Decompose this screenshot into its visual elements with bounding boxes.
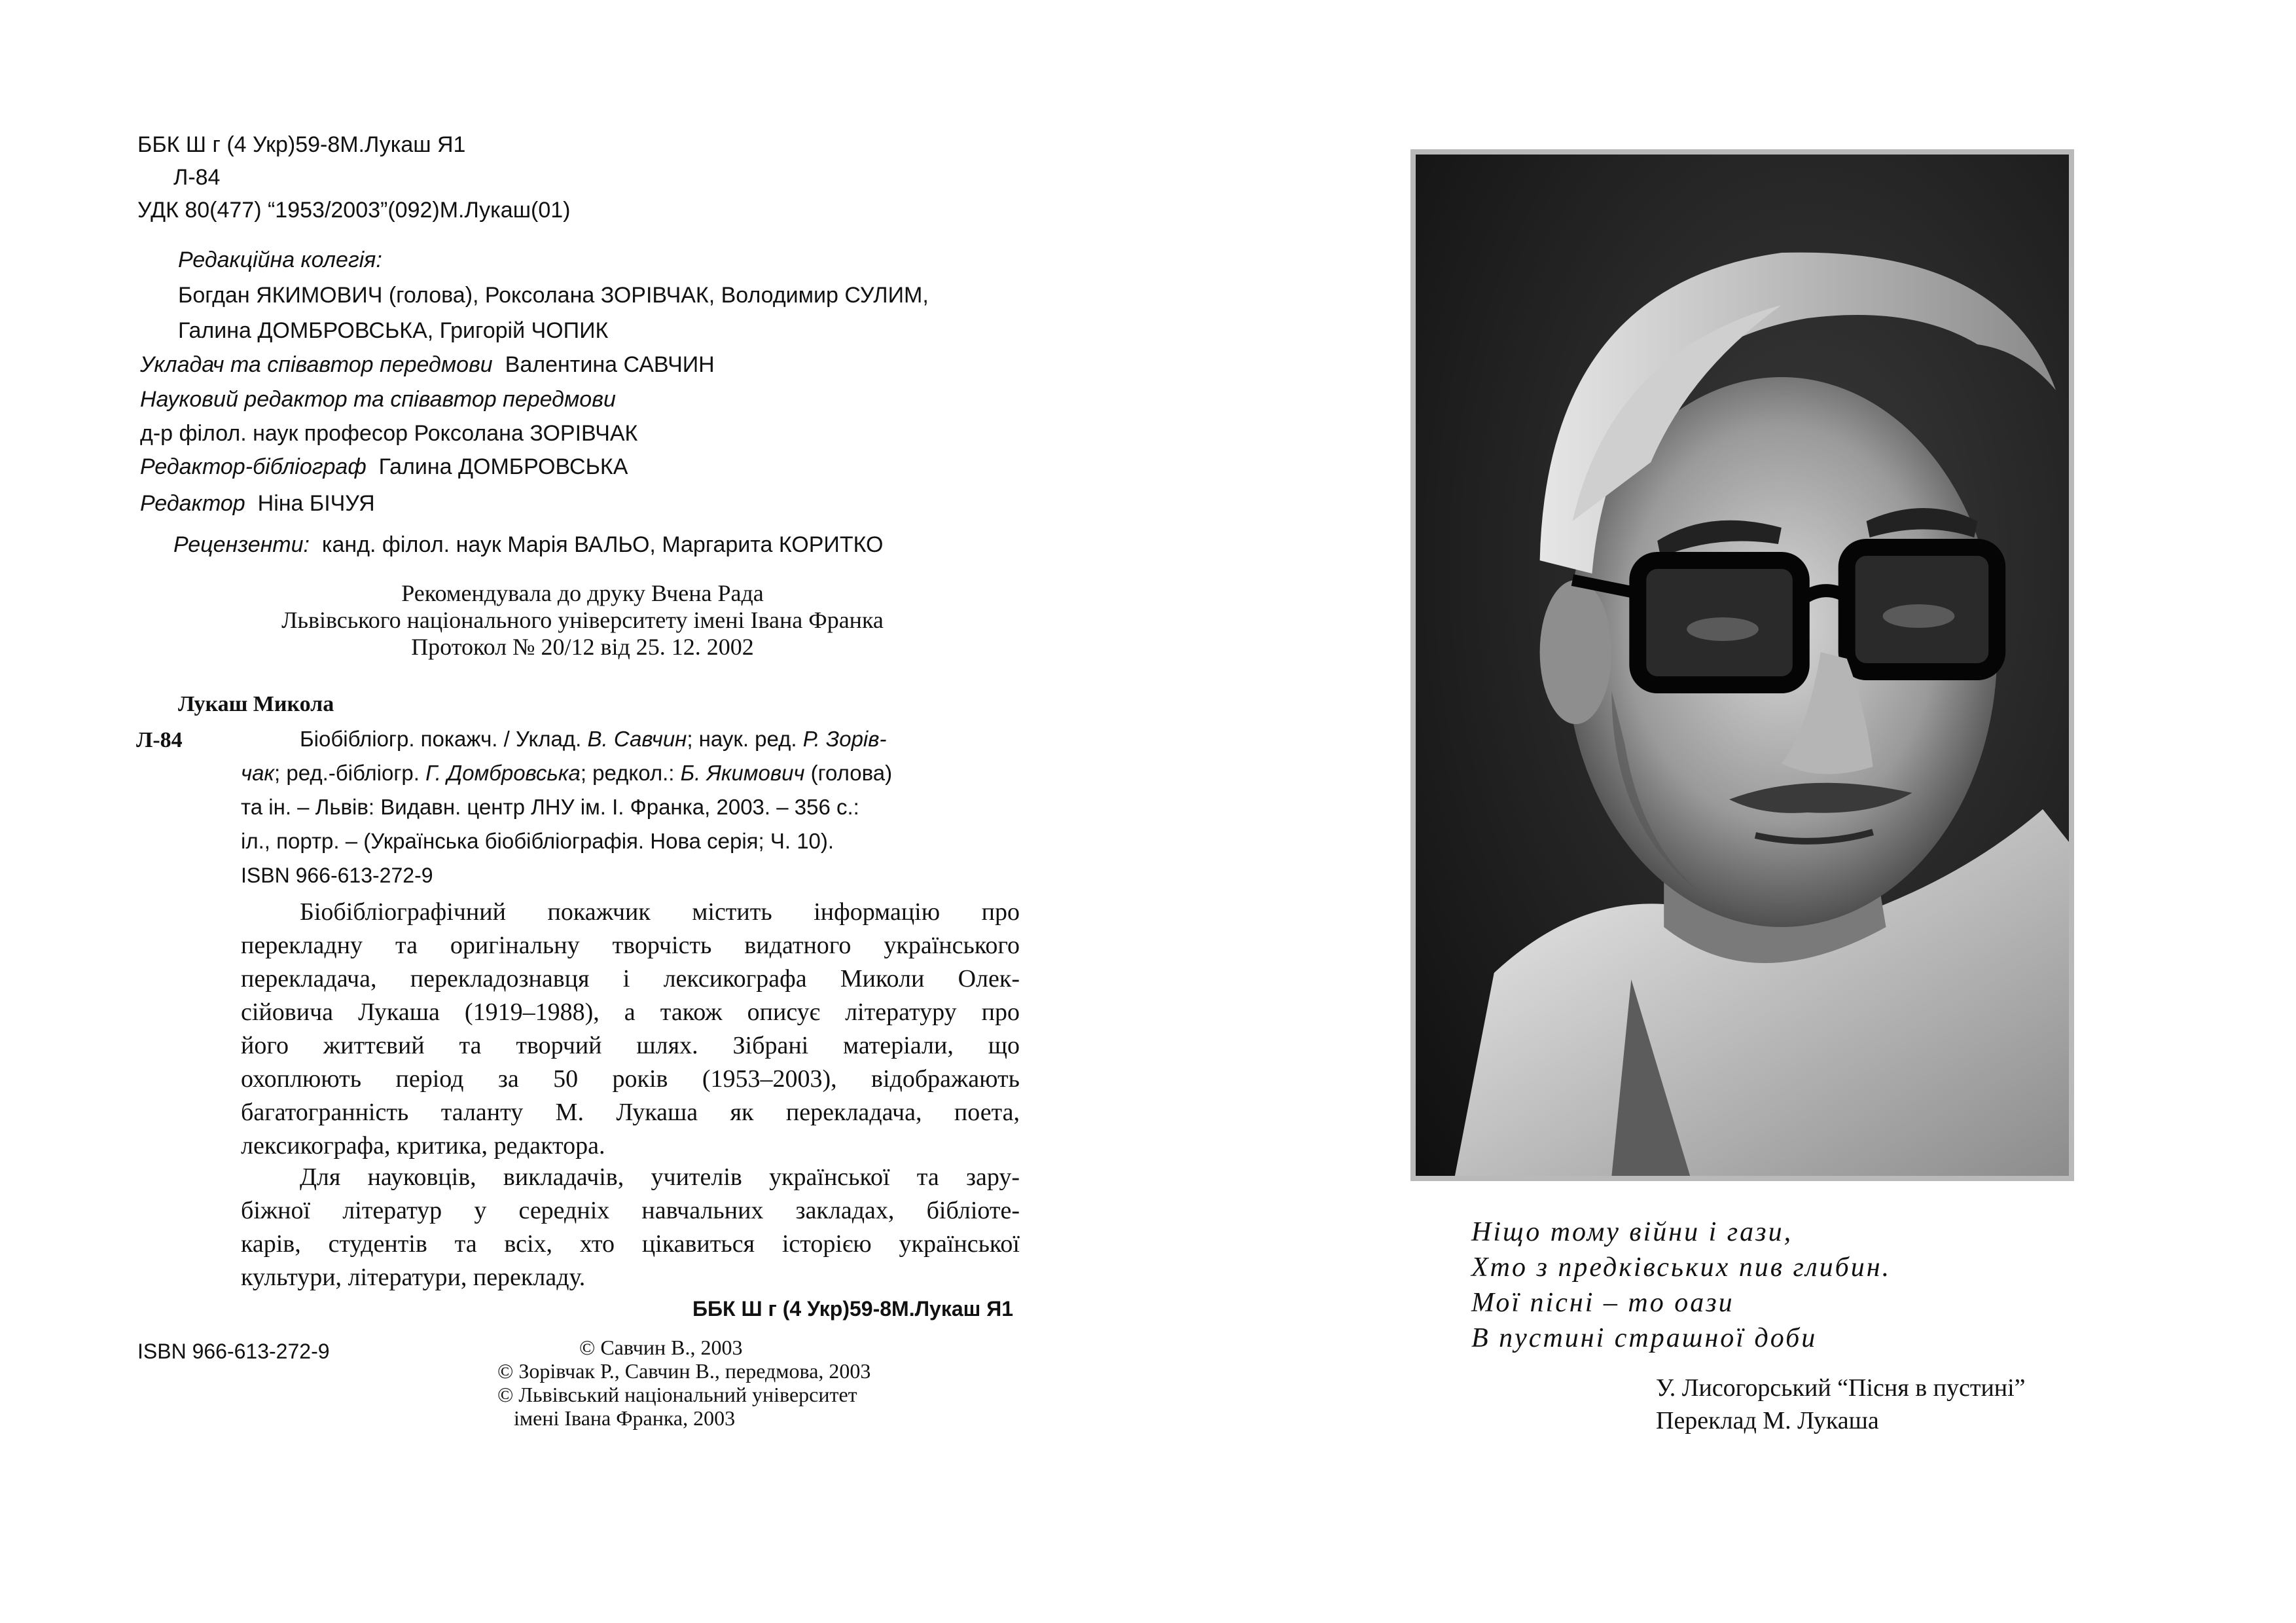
- catalog-card-description: [241, 722, 1020, 858]
- audience-line: карів, студентів та всіх, хто цікавиться історією української: [241, 1230, 1020, 1258]
- attribution-translator: Переклад М. Лукаша: [1656, 1407, 1879, 1434]
- credit-role: Укладач та співавтор передмови: [140, 352, 493, 377]
- credit-name: Валентина САВЧИН: [505, 352, 715, 377]
- credit-name: Ніна БІЧУЯ: [257, 491, 375, 516]
- card-text-part: ; наук. ред.: [687, 727, 803, 751]
- epigraph-line: Ніщо тому війни і гази,: [1471, 1217, 1793, 1247]
- reviewers-credit: [173, 528, 883, 562]
- card-text-name: Б. Якимович: [680, 761, 805, 785]
- copyright-line: © Савчин В., 2003: [579, 1336, 743, 1359]
- compiler-credit: [140, 348, 715, 382]
- council-recommendation: [157, 580, 1008, 661]
- credit-role: Рецензенти:: [173, 532, 310, 557]
- card-text-part: ; редкол.:: [580, 761, 681, 785]
- card-text-name: чак: [241, 761, 275, 785]
- portrait-photo: [1416, 155, 2069, 1176]
- copyright-line: © Львівський національний університет: [497, 1383, 857, 1406]
- bbk-footer-code: ББК Ш г (4 Укр)59-8М.Лукаш Я1: [692, 1297, 1013, 1321]
- editorial-board-line: Богдан ЯКИМОВИЧ (голова), Роксолана ЗОРІВЧАК, Володимир СУЛИМ,: [178, 283, 929, 308]
- audience-line: Для науковців, викладачів, учителів української та зару-: [300, 1163, 1020, 1191]
- epigraph: [1471, 1214, 1891, 1356]
- footer-isbn: ISBN 966-613-272-9: [137, 1340, 330, 1363]
- catalog-card-isbn: ISBN 966-613-272-9: [241, 864, 433, 887]
- editor-credit: [140, 487, 375, 520]
- classification-codes: [137, 128, 570, 227]
- catalog-card-code: Л-84: [136, 728, 183, 752]
- attribution-source: У. Лисогорський “Пісня в пустині”: [1656, 1374, 2026, 1402]
- copyright-block: [497, 1336, 870, 1430]
- annotation-line: перекладача, перекладознавця і лексикографа Миколи Олек-: [241, 965, 1020, 993]
- udk-code: УДК 80(477) “1953/2003”(092)М.Лукаш(01): [137, 198, 571, 223]
- credit-name: д-р філол. наук професор Роксолана ЗОРІВЧАК: [140, 421, 638, 446]
- scientific-editor-role: [140, 383, 616, 416]
- recommendation-line: Рекомендувала до друку Вчена Рада: [401, 580, 764, 606]
- catalog-card-line: [241, 756, 1020, 790]
- annotation-line: багатогранність таланту М. Лукаша як перекладача, поета,: [241, 1099, 1020, 1126]
- audience-paragraph: [241, 1161, 1020, 1294]
- editorial-board-heading: Редакційна колегія:: [178, 247, 382, 272]
- catalog-card-line: іл., портр. – (Українська біобібліографія. Нова серія; Ч. 10).: [241, 829, 834, 853]
- recommendation-line: Протокол № 20/12 від 25. 12. 2002: [411, 634, 754, 660]
- portrait-photo-frame: [1410, 149, 2074, 1181]
- catalog-card-line: [241, 722, 1020, 756]
- bibliographer-credit: [140, 450, 628, 484]
- annotation-line: Біобібліографічний покажчик містить інформацію про: [300, 898, 1020, 926]
- epigraph-line: Мої пісні – то оази: [1471, 1288, 1734, 1318]
- annotation-line: охоплюють період за 50 років (1953–2003), відображають: [241, 1065, 1020, 1093]
- epigraph-line: В пустині страшної доби: [1471, 1323, 1818, 1353]
- credit-role: Редактор: [140, 491, 245, 516]
- annotation-line: його життєвий та творчий шлях. Зібрані матеріали, що: [241, 1032, 1020, 1059]
- copyright-line: © Зорівчак Р., Савчин В., передмова, 2003: [497, 1359, 871, 1383]
- scientific-editor-name: [140, 417, 637, 450]
- catalog-card-author: Лукаш Микола: [178, 692, 334, 716]
- editorial-board-line: Галина ДОМБРОВСЬКА, Григорій ЧОПИК: [178, 318, 609, 343]
- audience-line: культури, літератури, перекладу.: [241, 1264, 586, 1291]
- card-text-part: Біобібліогр. покажч. / Уклад.: [300, 727, 588, 751]
- card-text-part: ; ред.-бібліогр.: [274, 761, 426, 785]
- card-text-name: Р. Зорів-: [802, 727, 887, 751]
- card-text-name: В. Савчин: [587, 727, 687, 751]
- annotation-line: сійовича Лукаша (1919–1988), а також описує літературу про: [241, 998, 1020, 1026]
- catalog-card-line: та ін. – Львів: Видавн. центр ЛНУ ім. І. Франка, 2003. – 356 с.:: [241, 795, 859, 819]
- recommendation-line: Львівського національного університету імені Івана Франка: [281, 607, 884, 633]
- card-text-part: (голова): [804, 761, 893, 785]
- credit-role: Редактор-бібліограф: [140, 454, 367, 479]
- credit-name: Галина ДОМБРОВСЬКА: [378, 454, 628, 479]
- annotation-line: перекладну та оригінальну творчість видатного українського: [241, 932, 1020, 959]
- annotation-paragraph: [241, 896, 1020, 1163]
- epigraph-attribution: [1656, 1372, 2026, 1437]
- card-text-name: Г. Домбровська: [425, 761, 581, 785]
- bbk-code: ББК Ш г (4 Укр)59-8М.Лукаш Я1: [137, 132, 466, 157]
- copyright-line: імені Івана Франка, 2003: [514, 1406, 736, 1430]
- audience-line: біжної літератур у середніх навчальних закладах, бібліоте-: [241, 1197, 1020, 1224]
- credit-name: канд. філол. наук Марія ВАЛЬО, Маргарита КОРИТКО: [321, 532, 884, 557]
- editorial-board: [178, 242, 929, 348]
- annotation-line: лексикографа, критика, редактора.: [241, 1132, 605, 1159]
- credit-role: Науковий редактор та співавтор передмови: [140, 387, 616, 412]
- author-mark: Л-84: [173, 165, 221, 190]
- epigraph-line: Хто з предківських пив глибин.: [1471, 1252, 1892, 1283]
